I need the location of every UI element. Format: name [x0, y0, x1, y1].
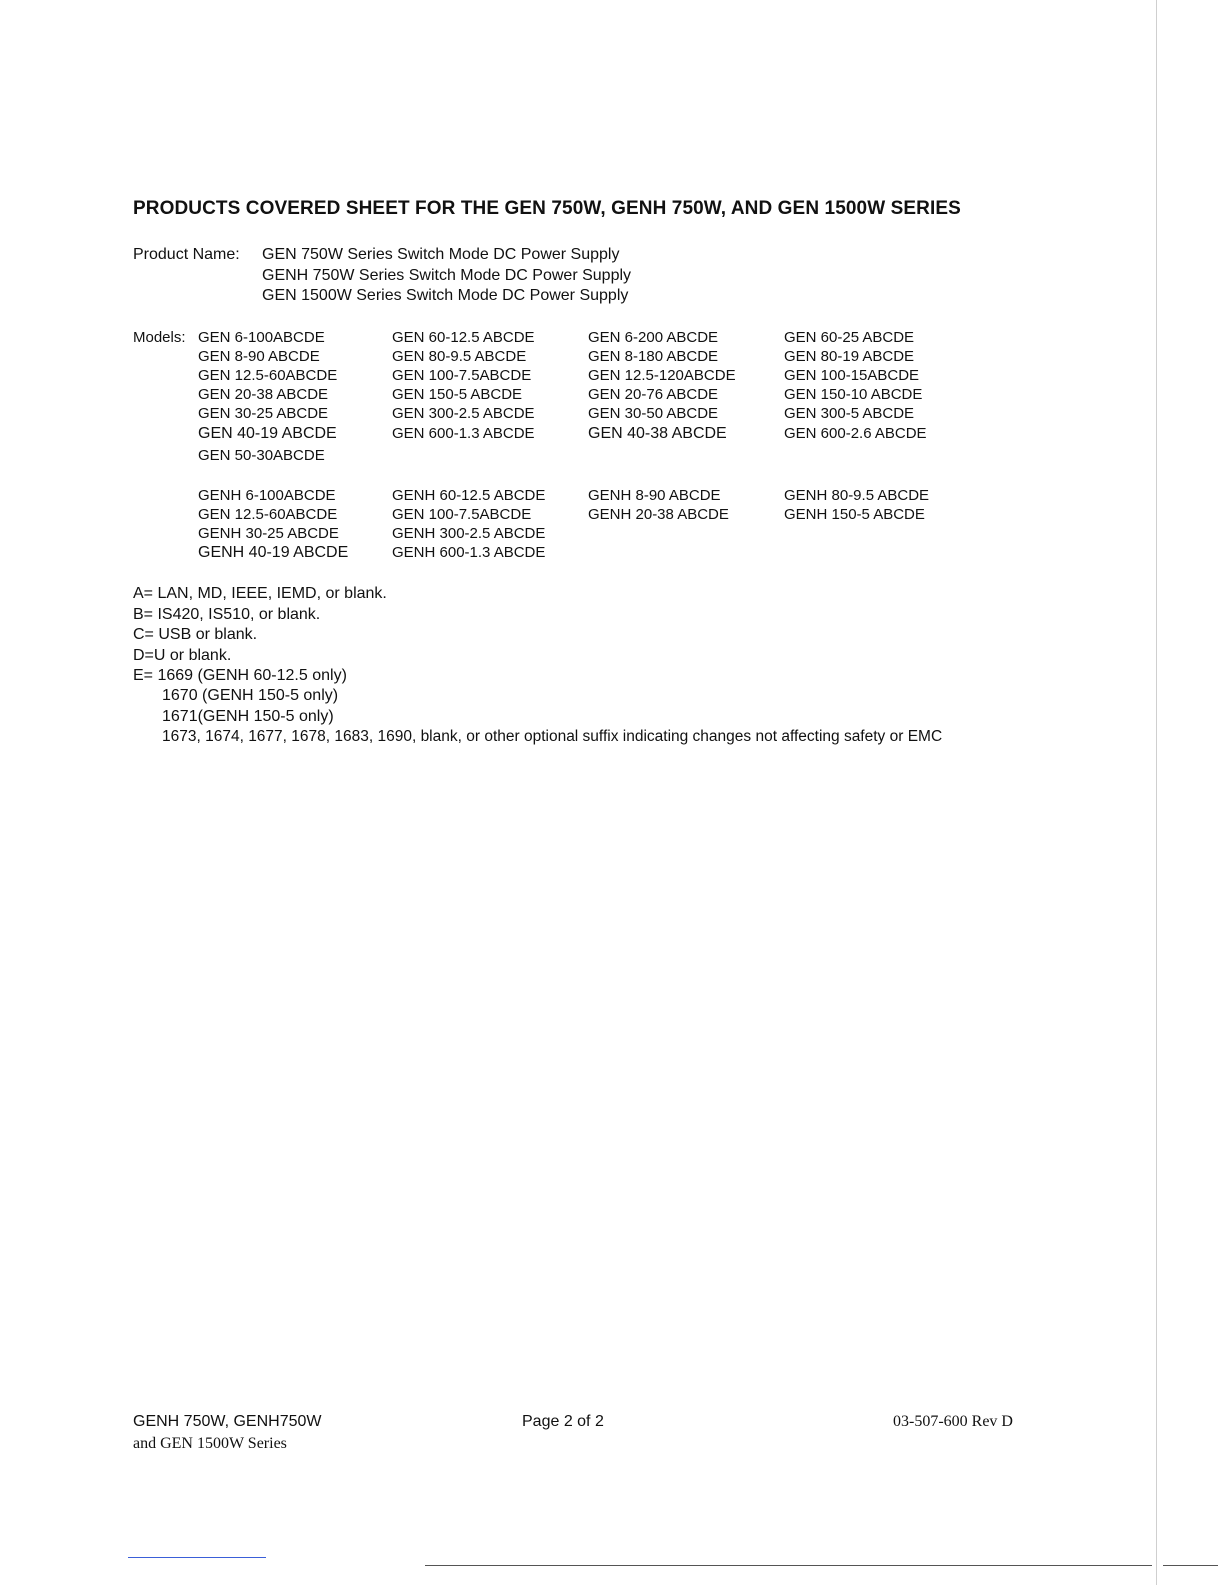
genh-models-column-1 — [198, 486, 348, 563]
model-item: GEN 60-12.5 ABCDE — [392, 329, 535, 346]
model-item: GENH 60-12.5 ABCDE — [392, 487, 546, 504]
footer-page-number: Page 2 of 2 — [522, 1413, 604, 1430]
model-item: GENH 600-1.3 ABCDE — [392, 544, 546, 561]
model-item: GEN 100-7.5ABCDE — [392, 506, 532, 523]
model-item: GEN 600-1.3 ABCDE — [392, 425, 535, 442]
product-name-line: GEN 750W Series Switch Mode DC Power Supply — [262, 246, 620, 263]
model-item: GEN 40-38 ABCDE — [588, 425, 727, 442]
footer-left-line-2: and GEN 1500W Series — [133, 1435, 287, 1452]
models-label: Models: — [133, 329, 186, 346]
suffix-line-d: D=U or blank. — [133, 646, 232, 664]
product-name-list — [262, 245, 631, 307]
bottom-edge-line — [425, 1565, 1152, 1566]
suffix-e-continuation — [162, 686, 942, 748]
model-item: GENH 20-38 ABCDE — [588, 506, 729, 523]
model-item: GEN 150-5 ABCDE — [392, 386, 523, 403]
model-item: GEN 12.5-120ABCDE — [588, 367, 736, 384]
model-item: GEN 30-50 ABCDE — [588, 405, 719, 422]
model-item: GENH 6-100ABCDE — [198, 487, 336, 504]
model-item: GEN 100-15ABCDE — [784, 367, 920, 384]
suffix-line-e: E= 1669 (GENH 60-12.5 only) — [133, 667, 347, 684]
genh-models-column-3 — [588, 486, 729, 524]
model-item: GEN 100-7.5ABCDE — [392, 367, 532, 384]
model-item: GEN 80-9.5 ABCDE — [392, 348, 527, 365]
bottom-edge-blue-line — [128, 1557, 266, 1558]
model-item: GEN 20-38 ABCDE — [198, 386, 329, 403]
gen-models-column-1 — [198, 328, 337, 467]
product-name-line: GEN 1500W Series Switch Mode DC Power Supply — [262, 287, 629, 304]
genh-models-column-4 — [784, 486, 929, 524]
suffix-e-line: 1671(GENH 150-5 only) — [162, 707, 334, 725]
model-item: GEN 30-25 ABCDE — [198, 405, 329, 422]
footer-document-number: 03-507-600 Rev D — [893, 1413, 1013, 1430]
suffix-e-line: 1673, 1674, 1677, 1678, 1683, 1690, blank, or other optional suffix indicating changes not affecting safety or EMC — [162, 728, 943, 745]
model-item: GEN 20-76 ABCDE — [588, 386, 719, 403]
model-item: GENH 80-9.5 ABCDE — [784, 487, 930, 504]
model-item: GENH 8-90 ABCDE — [588, 487, 721, 504]
product-name-line: GENH 750W Series Switch Mode DC Power Supply — [262, 266, 632, 284]
model-item: GEN 6-100ABCDE — [198, 329, 325, 346]
gen-models-column-3 — [588, 328, 736, 444]
model-item: GEN 12.5-60ABCDE — [198, 506, 338, 523]
model-item: GEN 6-200 ABCDE — [588, 329, 719, 346]
suffix-definitions — [133, 584, 387, 687]
model-item: GENH 40-19 ABCDE — [198, 544, 349, 561]
model-item: GEN 60-25 ABCDE — [784, 329, 915, 346]
model-item: GEN 8-180 ABCDE — [588, 348, 719, 365]
footer-left-line-1: GENH 750W, GENH750W — [133, 1413, 322, 1430]
product-name-label: Product Name: — [133, 246, 240, 263]
model-item: GEN 40-19 ABCDE — [198, 425, 337, 442]
model-item: GENH 30-25 ABCDE — [198, 525, 339, 542]
gen-models-column-2 — [392, 328, 535, 444]
model-item: GEN 300-2.5 ABCDE — [392, 405, 535, 422]
model-item: GEN 12.5-60ABCDE — [198, 367, 338, 384]
suffix-line-c: C= USB or blank. — [133, 626, 258, 643]
model-item: GEN 80-19 ABCDE — [784, 348, 915, 365]
model-item: GENH 150-5 ABCDE — [784, 506, 925, 523]
model-item: GEN 50-30ABCDE — [198, 447, 325, 464]
suffix-line-b: B= IS420, IS510, or blank. — [133, 605, 321, 623]
model-item: GEN 600-2.6 ABCDE — [784, 425, 927, 442]
model-item: GENH 300-2.5 ABCDE — [392, 525, 546, 542]
suffix-e-line: 1670 (GENH 150-5 only) — [162, 687, 339, 704]
page-edge-line — [1156, 0, 1157, 1585]
suffix-line-a: A= LAN, MD, IEEE, IEMD, or blank. — [133, 585, 387, 602]
bottom-edge-line-right — [1163, 1565, 1218, 1566]
genh-models-column-2 — [392, 486, 545, 563]
model-item: GEN 300-5 ABCDE — [784, 405, 915, 422]
model-item: GEN 150-10 ABCDE — [784, 386, 923, 403]
gen-models-column-4 — [784, 328, 927, 444]
model-item: GEN 8-90 ABCDE — [198, 348, 320, 365]
page-title: PRODUCTS COVERED SHEET FOR THE GEN 750W, GENH 750W, AND GEN 1500W SERIES — [133, 198, 961, 219]
